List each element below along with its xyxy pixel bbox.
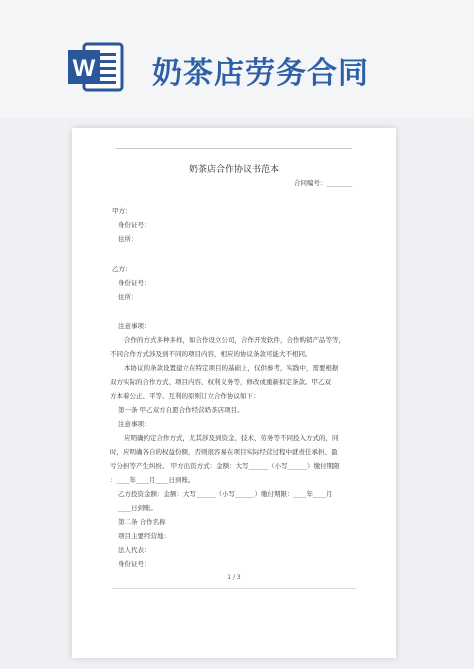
body-line: ：____年____月____日到账。	[110, 476, 195, 484]
page-number: 1 / 3	[227, 574, 241, 581]
project-location-label: 项目主要经营地：	[118, 532, 170, 540]
body-line: 方本着公正、平等、互利的原则订立合作协议如下：	[110, 392, 260, 400]
footer-divider	[112, 588, 356, 589]
party-b-address-label: 住所：	[118, 293, 138, 301]
contract-title: 奶茶店合作协议书范本	[188, 165, 279, 175]
document-heading: 奶茶店劳务合同	[152, 56, 369, 91]
body-line: 时，应明确各自的权益份额，否则很容易在项目实际经营过程中就责任承担、盈	[110, 448, 338, 456]
party-b-id-label: 身份证号：	[118, 279, 151, 287]
party-a-id-label: 身份证号：	[118, 221, 151, 229]
article-two: 第二条 合作名称	[118, 518, 166, 526]
notes-heading: 注意事项：	[118, 322, 151, 330]
body-line: 不同合作方式涉及到不同的项目内容，相应的协议条款可能大不相同。	[110, 350, 312, 358]
body-line: 双方实际的合作方式、项目内容、权利义务等，修改或重新拟定条款。甲乙双	[110, 378, 331, 386]
contract-number: 合同编号：________	[294, 179, 353, 187]
party-a-label: 甲方：	[112, 207, 132, 215]
article-one: 第一条 甲乙双方自愿合作经营奶茶店项目。	[118, 406, 244, 414]
header-banner	[0, 0, 474, 118]
header-divider	[116, 148, 352, 149]
legal-rep-id-label: 身份证号：	[118, 560, 151, 568]
body-line: 合作的方式多种多样，如合作设立公司，合作开发软件，合作购销产品等等，	[124, 336, 345, 344]
body-line: 本协议的条款设置建立在特定项目的基础上，仅供参考，实践中，需要根据	[124, 364, 339, 372]
party-b-label: 乙方：	[112, 265, 132, 273]
document-page	[72, 128, 396, 658]
body-line: 应明确约定合作方式，尤其涉及到资金、技术、劳务等不同投入方式的，同	[124, 434, 339, 442]
word-icon	[66, 38, 124, 96]
svg-text:W: W	[72, 55, 96, 82]
legal-rep-label: 法人代表：	[118, 546, 151, 554]
body-line: 乙方投资金额：金额：大写______（小写______）缴付期限：____年____月	[118, 490, 333, 498]
body-line: 亏分担等产生纠纷。 甲方出资方式：金额：大写______（小写______）缴付期限	[110, 462, 340, 470]
party-a-address-label: 住所：	[118, 235, 138, 243]
notes-heading: 注意事项：	[118, 420, 151, 428]
body-line: ____日到账。	[118, 504, 157, 512]
